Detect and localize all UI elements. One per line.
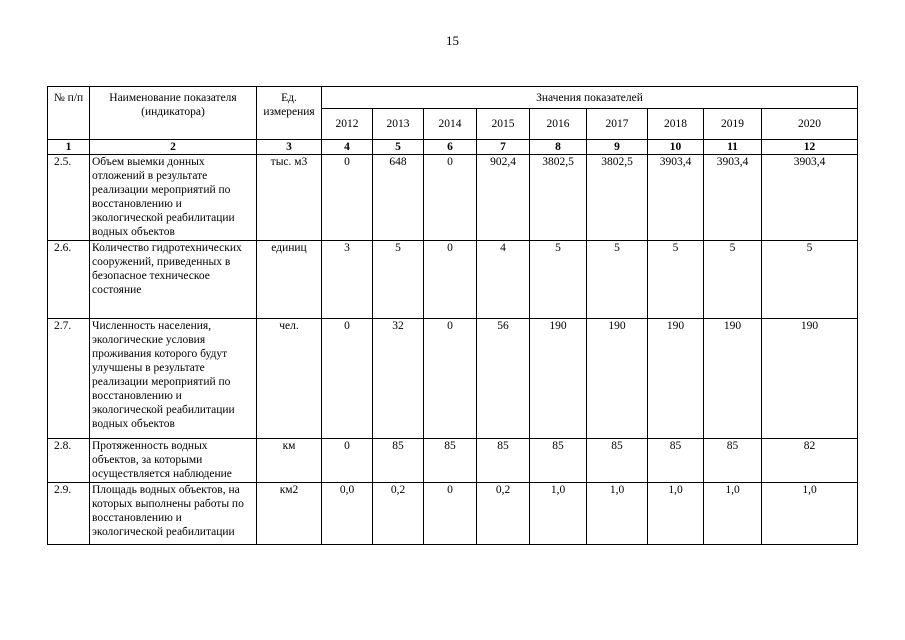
row-value: 56 bbox=[477, 319, 530, 439]
column-number: 1 bbox=[48, 140, 90, 155]
row-value: 5 bbox=[704, 241, 762, 319]
row-value: 32 bbox=[373, 319, 424, 439]
column-number: 2 bbox=[90, 140, 257, 155]
header-no: № п/п bbox=[48, 87, 90, 140]
header-year: 2016 bbox=[530, 109, 587, 140]
row-value: 190 bbox=[530, 319, 587, 439]
row-value: 0 bbox=[322, 155, 373, 241]
row-unit: тыс. м3 bbox=[257, 155, 322, 241]
row-value: 85 bbox=[704, 439, 762, 483]
row-value: 190 bbox=[704, 319, 762, 439]
row-value: 3903,4 bbox=[704, 155, 762, 241]
column-number: 12 bbox=[762, 140, 858, 155]
table-row bbox=[48, 483, 858, 545]
row-value: 1,0 bbox=[648, 483, 704, 545]
column-number: 4 bbox=[322, 140, 373, 155]
row-value: 1,0 bbox=[762, 483, 858, 545]
row-value: 190 bbox=[762, 319, 858, 439]
row-unit: единиц bbox=[257, 241, 322, 319]
row-value: 5 bbox=[530, 241, 587, 319]
row-name: Протяженность водных объектов, за которыми осуществляется наблюдение bbox=[90, 439, 257, 483]
header-name: Наименование показателя (индикатора) bbox=[90, 87, 257, 140]
header-year: 2015 bbox=[477, 109, 530, 140]
row-value: 85 bbox=[530, 439, 587, 483]
row-name: Объем выемки донных отложений в результате реализации мероприятий по восстановлению и экологической реабилитации водных объектов bbox=[90, 155, 257, 241]
row-value: 0 bbox=[424, 155, 477, 241]
row-value: 5 bbox=[587, 241, 648, 319]
column-number: 6 bbox=[424, 140, 477, 155]
header-year: 2020 bbox=[762, 109, 858, 140]
column-number: 10 bbox=[648, 140, 704, 155]
header-year: 2017 bbox=[587, 109, 648, 140]
row-value: 0 bbox=[424, 319, 477, 439]
row-value: 0 bbox=[424, 241, 477, 319]
indicators-table bbox=[47, 86, 858, 545]
row-value: 3802,5 bbox=[587, 155, 648, 241]
row-value: 85 bbox=[373, 439, 424, 483]
table-row bbox=[48, 155, 858, 241]
header-year: 2019 bbox=[704, 109, 762, 140]
row-unit: км2 bbox=[257, 483, 322, 545]
row-value: 1,0 bbox=[587, 483, 648, 545]
row-value: 85 bbox=[587, 439, 648, 483]
row-value: 0,0 bbox=[322, 483, 373, 545]
row-value: 3 bbox=[322, 241, 373, 319]
page-number: 15 bbox=[446, 33, 459, 48]
row-value: 5 bbox=[762, 241, 858, 319]
row-unit: чел. bbox=[257, 319, 322, 439]
row-value: 5 bbox=[373, 241, 424, 319]
row-value: 0 bbox=[322, 319, 373, 439]
row-value: 0,2 bbox=[373, 483, 424, 545]
column-number: 9 bbox=[587, 140, 648, 155]
row-code: 2.5. bbox=[48, 155, 90, 241]
header-values-group: Значения показателей bbox=[322, 87, 858, 109]
header-year: 2018 bbox=[648, 109, 704, 140]
row-value: 1,0 bbox=[704, 483, 762, 545]
column-number: 8 bbox=[530, 140, 587, 155]
row-value: 0,2 bbox=[477, 483, 530, 545]
row-value: 0 bbox=[424, 483, 477, 545]
row-unit: км bbox=[257, 439, 322, 483]
row-code: 2.8. bbox=[48, 439, 90, 483]
row-value: 4 bbox=[477, 241, 530, 319]
row-value: 190 bbox=[648, 319, 704, 439]
row-value: 5 bbox=[648, 241, 704, 319]
table-row bbox=[48, 241, 858, 319]
column-number: 5 bbox=[373, 140, 424, 155]
header-year: 2014 bbox=[424, 109, 477, 140]
table-row bbox=[48, 319, 858, 439]
row-value: 0 bbox=[322, 439, 373, 483]
row-value: 3903,4 bbox=[648, 155, 704, 241]
column-number: 3 bbox=[257, 140, 322, 155]
column-number: 7 bbox=[477, 140, 530, 155]
row-name: Площадь водных объектов, на которых выполнены работы по восстановлению и экологической реабилитации bbox=[90, 483, 257, 545]
row-value: 648 bbox=[373, 155, 424, 241]
row-code: 2.9. bbox=[48, 483, 90, 545]
row-value: 1,0 bbox=[530, 483, 587, 545]
table-row bbox=[48, 439, 858, 483]
row-name: Количество гидротехнических сооружений, приведенных в безопасное техническое состояние bbox=[90, 241, 257, 319]
row-value: 85 bbox=[424, 439, 477, 483]
header-year: 2012 bbox=[322, 109, 373, 140]
column-number: 11 bbox=[704, 140, 762, 155]
column-numbers-row bbox=[48, 140, 858, 155]
row-name: Численность населения, экологические условия проживания которого будут улучшены в результате реализации мероприятий по восстановлению и экологической реабилитации водных объектов bbox=[90, 319, 257, 439]
row-value: 902,4 bbox=[477, 155, 530, 241]
row-code: 2.6. bbox=[48, 241, 90, 319]
row-value: 82 bbox=[762, 439, 858, 483]
row-value: 3802,5 bbox=[530, 155, 587, 241]
header-year: 2013 bbox=[373, 109, 424, 140]
row-value: 190 bbox=[587, 319, 648, 439]
row-value: 85 bbox=[648, 439, 704, 483]
row-code: 2.7. bbox=[48, 319, 90, 439]
row-value: 3903,4 bbox=[762, 155, 858, 241]
row-value: 85 bbox=[477, 439, 530, 483]
header-unit: Ед. измерения bbox=[257, 87, 322, 140]
